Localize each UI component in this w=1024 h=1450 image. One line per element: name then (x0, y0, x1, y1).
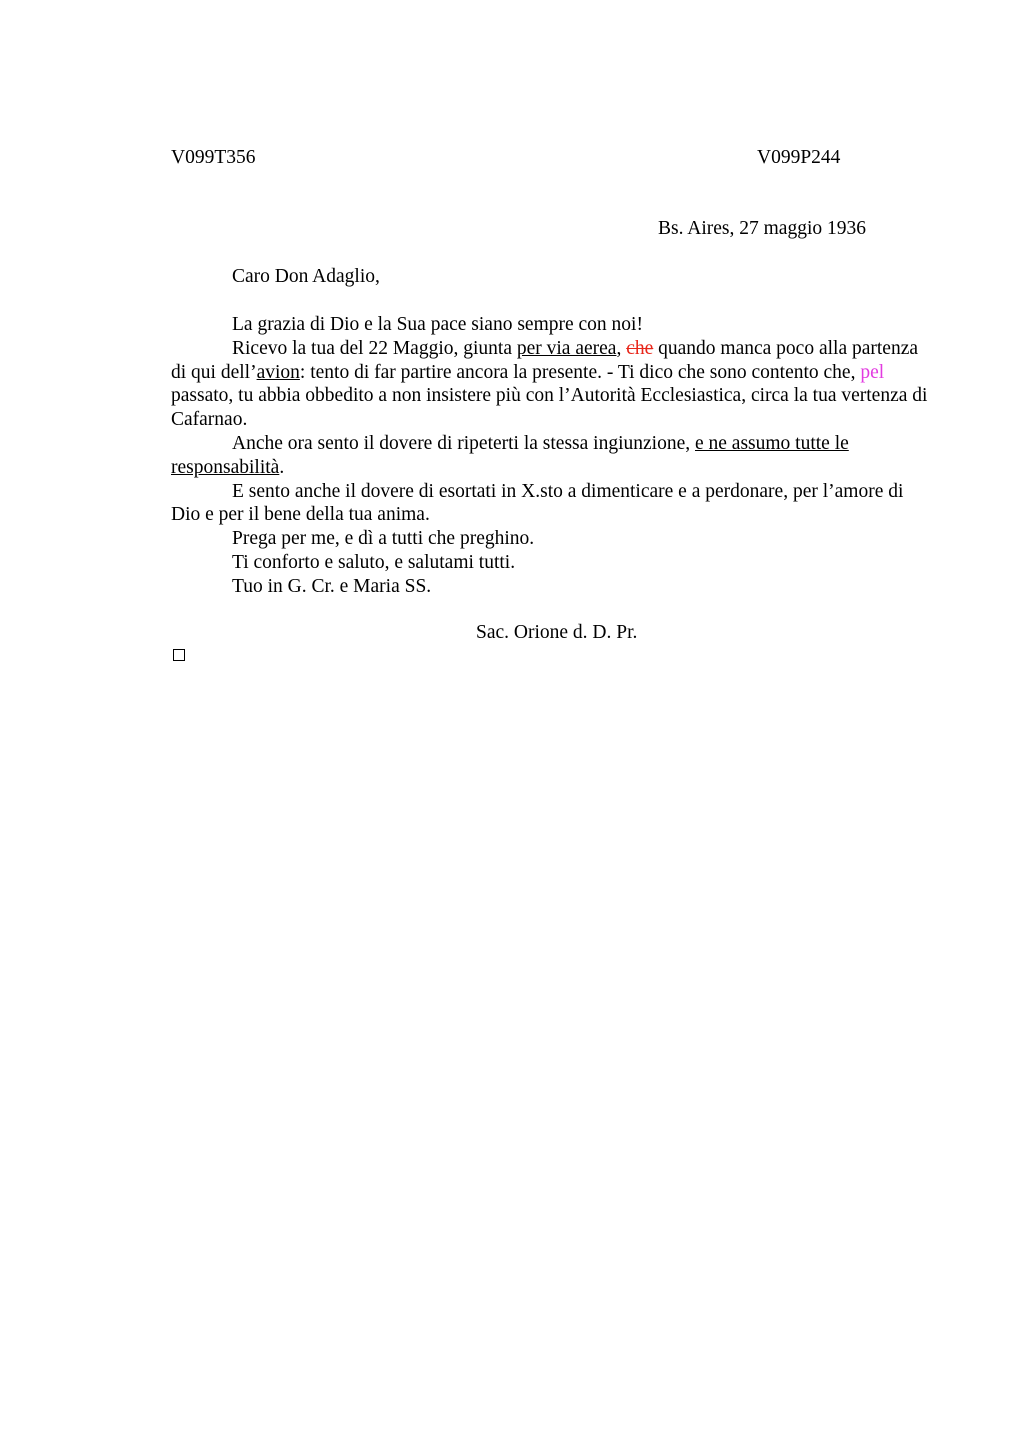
underlined-text: per via aerea (516, 337, 617, 359)
paragraph-4: E sento anche il dovere di esortati in X.sto a dimenticare e a perdonare, per l’amore di Dio e per il bene della tua anima. (171, 480, 904, 526)
letter-date: Bs. Aires, 27 maggio 1936 (658, 218, 866, 239)
paragraph-1: La grazia di Dio e la Sua pace siano sempre con noi! (232, 314, 643, 335)
paragraph-2-text-i: passato, tu abbia obbedito a non insistere più con l’Autorità Ecclesiastica, circa la tua vertenza di Cafarnao. (171, 385, 928, 431)
paragraph-2-text-g: : tento di far partire ancora la presente. - Ti dico che sono contento che, (299, 361, 861, 383)
paragraph-2-text-c: , (616, 337, 627, 359)
paragraph-5: Prega per me, e dì a tutti che preghino. (232, 528, 535, 550)
letter-salutation: Caro Don Adaglio, (232, 266, 380, 287)
paragraph-3-text-a: Anche ora sento il dovere di ripeterti la stessa ingiunzione, (232, 432, 695, 454)
paragraph-2-text-e: quando manca poco alla partenza di qui dell’ (171, 337, 919, 383)
document-code-right: V099P244 (757, 147, 841, 168)
paragraph-3-text-c: . (279, 456, 285, 478)
document-code-left: V099T356 (171, 147, 256, 168)
highlighted-text: pel (860, 361, 885, 383)
underlined-text: e ne assumo tutte le responsabilità (171, 432, 849, 478)
paragraph-2-text-a: Ricevo la tua del 22 Maggio, giunta (232, 337, 517, 359)
paragraph-2 (171, 337, 931, 432)
checkbox-square-icon (173, 649, 185, 661)
struck-text: che (626, 337, 654, 359)
letter-signature: Sac. Orione d. D. Pr. (476, 622, 638, 643)
paragraph-7: Tuo in G. Cr. e Maria SS. (232, 575, 432, 597)
paragraph-3 (171, 432, 931, 480)
paragraph-6: Ti conforto e saluto, e salutami tutti. (232, 551, 516, 573)
letter-body (171, 313, 931, 599)
underlined-text: avion (256, 361, 300, 383)
